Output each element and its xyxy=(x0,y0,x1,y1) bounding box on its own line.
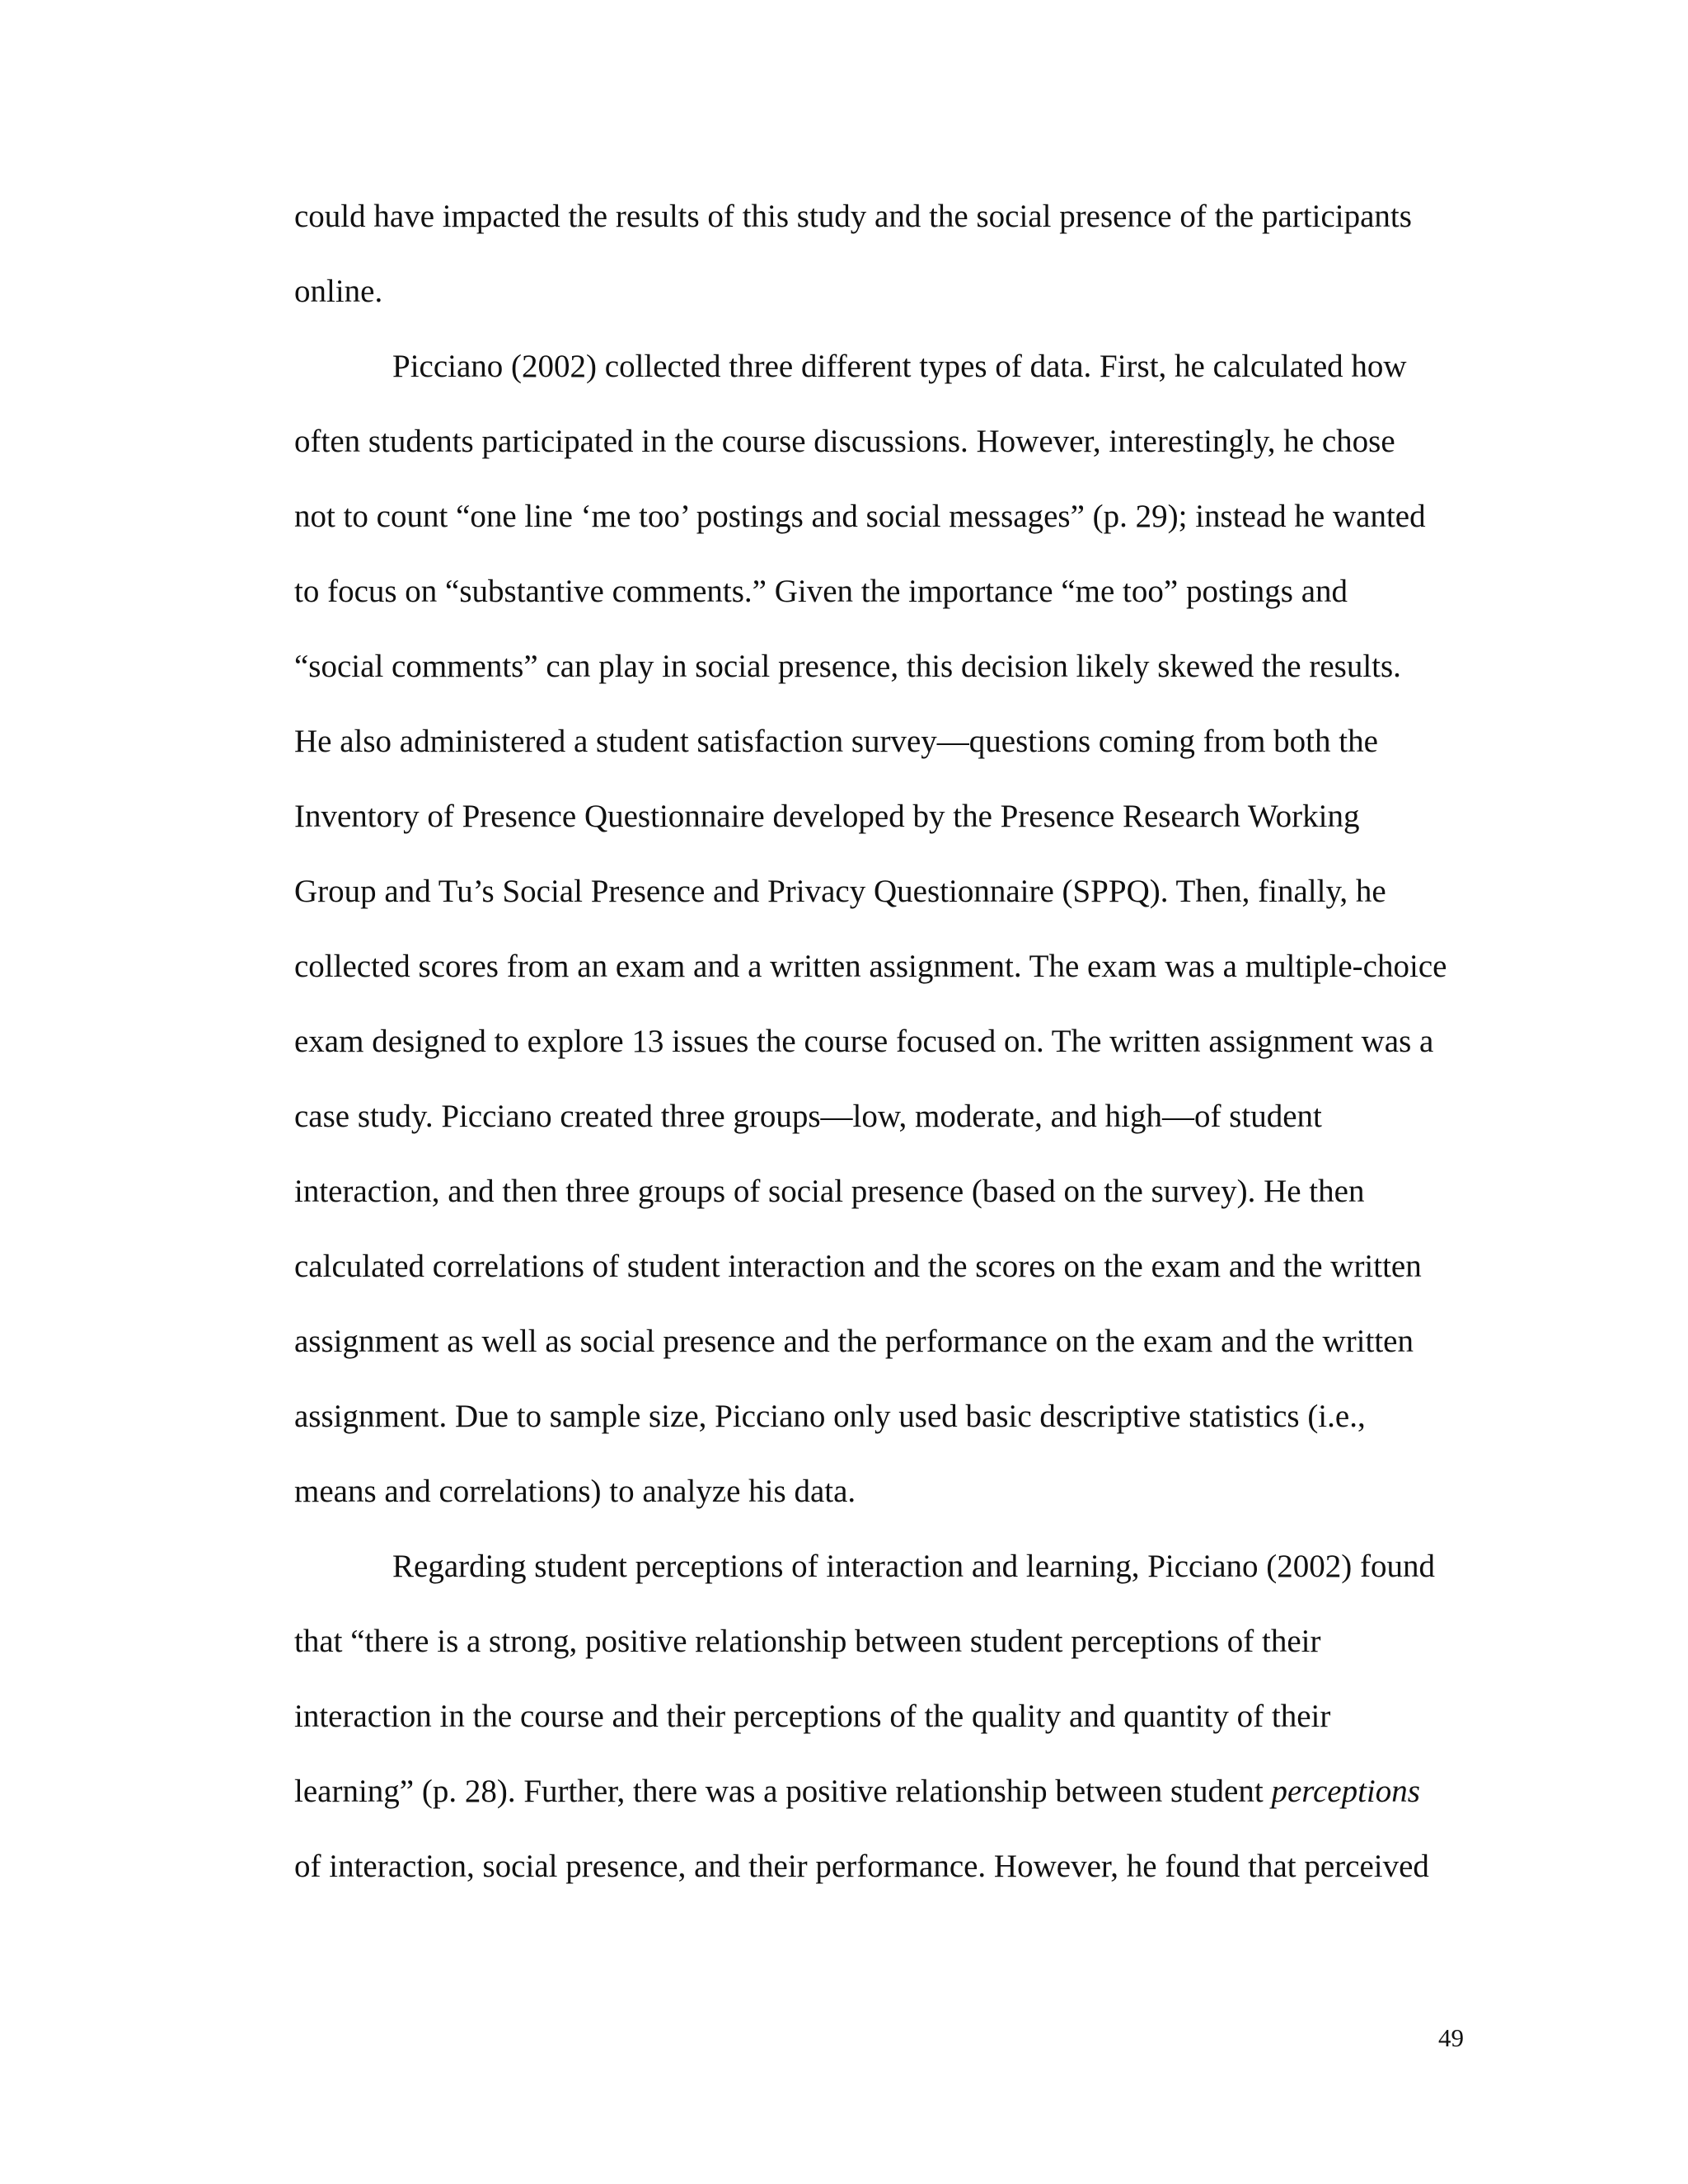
text-line-2: online. xyxy=(294,274,383,309)
text-line-17: assignment. Due to sample size, Picciano only used basic descriptive statistics (i.e., xyxy=(294,1399,1366,1434)
text-line-11: collected scores from an exam and a written assignment. The exam was a multiple-choice xyxy=(294,949,1447,984)
text-line-4: often students participated in the course discussions. However, interestingly, he chose xyxy=(294,424,1395,459)
text-line-9: Inventory of Presence Questionnaire developed by the Presence Research Working xyxy=(294,799,1360,834)
text-line-21: interaction in the course and their perceptions of the quality and quantity of their xyxy=(294,1699,1331,1734)
text-line-18: means and correlations) to analyze his data. xyxy=(294,1474,856,1509)
text-line-13: case study. Picciano created three groups—low, moderate, and high—of student xyxy=(294,1099,1322,1134)
text-line-14: interaction, and then three groups of social presence (based on the survey). He then xyxy=(294,1174,1365,1209)
page-number: 49 xyxy=(1438,2023,1464,2052)
text-line-8: He also administered a student satisfaction survey—questions coming from both the xyxy=(294,724,1378,759)
text-line-23: of interaction, social presence, and their performance. However, he found that perceived xyxy=(294,1849,1429,1884)
text-line-6: to focus on “substantive comments.” Given the importance “me too” postings and xyxy=(294,574,1348,609)
text-line-1: could have impacted the results of this study and the social presence of the participants xyxy=(294,199,1412,234)
text-line-5: not to count “one line ‘me too’ postings and social messages” (p. 29); instead he wanted xyxy=(294,499,1426,534)
text-line-19: Regarding student perceptions of interaction and learning, Picciano (2002) found xyxy=(392,1549,1435,1584)
italic-word-perceptions: perceptions xyxy=(1271,1774,1420,1809)
text-line-10: Group and Tu’s Social Presence and Privacy Questionnaire (SPPQ). Then, finally, he xyxy=(294,874,1386,909)
text-line-12: exam designed to explore 13 issues the course focused on. The written assignment was a xyxy=(294,1024,1434,1059)
text-line-22 xyxy=(294,1773,1420,1811)
text-line-7: “social comments” can play in social presence, this decision likely skewed the results. xyxy=(294,649,1401,684)
text-line-16: assignment as well as social presence and the performance on the exam and the written xyxy=(294,1324,1414,1359)
text-line-22-roman: learning” (p. 28). Further, there was a positive relationship between student xyxy=(294,1774,1272,1809)
text-line-3: Picciano (2002) collected three different types of data. First, he calculated how xyxy=(392,349,1407,384)
text-line-15: calculated correlations of student interaction and the scores on the exam and the written xyxy=(294,1249,1422,1284)
text-line-20: that “there is a strong, positive relationship between student perceptions of their xyxy=(294,1624,1321,1659)
